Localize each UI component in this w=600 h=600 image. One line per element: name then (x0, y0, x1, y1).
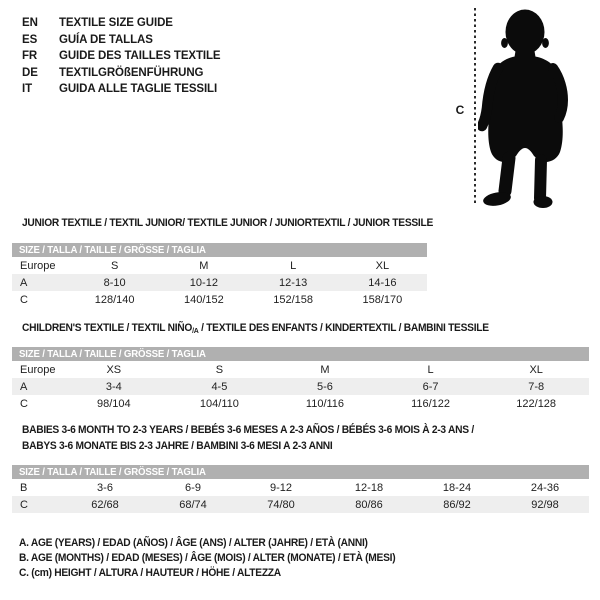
table-cell: 86/92 (443, 498, 471, 511)
table-cell: 10-12 (189, 276, 218, 289)
table-cell: 80/86 (355, 498, 383, 511)
table-cell: 68/74 (179, 498, 207, 511)
language-title: TEXTILE SIZE GUIDE (59, 17, 173, 29)
table-cell: 4-5 (211, 380, 228, 393)
language-row (22, 32, 221, 49)
size-header-bar (12, 465, 589, 479)
table-cell: 74/80 (267, 498, 295, 511)
height-dotted-line (474, 8, 476, 205)
table-cell: 3-6 (97, 481, 113, 494)
table-row (12, 378, 589, 395)
table-cell: M (320, 363, 330, 376)
babies-heading-line2: BABYS 3-6 MONATE BIS 2-3 JAHRE / BAMBINI 3-6 MESI A 2-3 ANNI (22, 440, 333, 452)
table-cell: 110/116 (305, 397, 345, 410)
babies-heading-line1: BABIES 3-6 MONTH TO 2-3 YEARS / BEBÉS 3-6 MESES A 2-3 AÑOS / BÉBÉS 3-6 MOIS À 2-3 ANS / (22, 424, 474, 436)
table-cell: 116/122 (411, 397, 451, 410)
language-title: GUIDE DES TAILLES TEXTILE (59, 50, 221, 62)
baby-silhouette-icon (478, 8, 572, 208)
table-row (12, 479, 589, 496)
language-code: IT (22, 83, 33, 95)
footnotes (19, 536, 395, 581)
size-header-label: SIZE / TALLA / TAILLE / GRÖSSE / TAGLIA (19, 466, 206, 478)
language-code: FR (22, 50, 38, 62)
table-cell: 128/140 (94, 293, 135, 306)
children-heading-post: / TEXTILE DES ENFANTS / KINDERTEXTIL / BAMBINI TESSILE (198, 322, 489, 334)
babies-section-heading (22, 423, 474, 453)
table-cell: L (427, 363, 434, 376)
table-row (12, 395, 589, 412)
children-heading-sub: /A (192, 326, 199, 335)
row-label: A (20, 276, 28, 289)
table-cell: 122/128 (516, 397, 557, 410)
table-cell: 158/170 (362, 293, 403, 306)
row-label: C (20, 397, 28, 410)
language-title: GUIDA ALLE TAGLIE TESSILI (59, 83, 218, 95)
size-header-bar (12, 347, 589, 361)
junior-size-table (12, 243, 427, 308)
table-cell: M (199, 259, 209, 272)
table-cell: 152/158 (273, 293, 313, 306)
row-label: C (20, 293, 28, 306)
footnote-age-months: B. AGE (MONTHS) / EDAD (MESES) / ÂGE (MOIS) / ALTER (MONATE) / ETÀ (MESI) (19, 552, 396, 564)
children-section-heading (22, 321, 489, 338)
babies-size-table (12, 465, 589, 513)
table-cell: 104/110 (199, 397, 239, 410)
table-cell: 14-16 (368, 276, 397, 289)
language-title: TEXTILGRÖßENFÜHRUNG (59, 66, 204, 79)
table-cell: 12-18 (354, 481, 384, 494)
table-row (12, 257, 427, 274)
table-cell: S (110, 259, 119, 272)
table-row (12, 291, 427, 308)
junior-section-heading: JUNIOR TEXTILE / TEXTIL JUNIOR/ TEXTILE JUNIOR / JUNIORTEXTIL / JUNIOR TESSILE (22, 217, 433, 229)
table-cell: 9-12 (269, 481, 293, 494)
table-cell: 24-36 (530, 481, 560, 494)
language-code: ES (22, 33, 38, 46)
language-row (22, 81, 221, 98)
table-cell: S (215, 363, 224, 376)
table-cell: 62/68 (91, 498, 119, 511)
table-cell: XL (529, 363, 543, 376)
table-cell: 8-10 (103, 276, 126, 289)
language-row (22, 65, 221, 82)
table-cell: 3-4 (105, 380, 122, 393)
children-size-table (12, 347, 589, 412)
footnote-height: C. (cm) HEIGHT / ALTURA / HAUTEUR / HÖHE / ALTEZZA (19, 567, 281, 579)
table-cell: L (290, 259, 297, 272)
row-label: B (20, 481, 28, 494)
row-label: Europe (20, 363, 56, 376)
table-cell: 6-7 (422, 380, 439, 393)
table-cell: XL (375, 259, 390, 272)
size-header-label: SIZE / TALLA / TAILLE / GRÖSSE / TAGLIA (19, 244, 206, 256)
table-cell: 98/104 (96, 397, 131, 410)
table-cell: 5-6 (317, 380, 333, 393)
table-cell: 6-9 (185, 481, 201, 494)
language-row (22, 48, 221, 65)
table-cell: 12-13 (279, 276, 308, 289)
children-heading-pre: CHILDREN'S TEXTILE / TEXTIL NIÑO (22, 322, 193, 334)
language-code: EN (22, 17, 38, 29)
language-title: GUÍA DE TALLAS (59, 33, 153, 46)
language-row (22, 15, 221, 32)
table-row (12, 496, 589, 513)
language-title-list (22, 15, 221, 98)
table-cell: 7-8 (528, 380, 545, 393)
height-measure-label: C (455, 103, 465, 117)
size-header-label: SIZE / TALLA / TAILLE / GRÖSSE / TAGLIA (19, 348, 206, 360)
table-cell: 18-24 (442, 481, 472, 494)
language-code: DE (22, 66, 38, 79)
table-row (12, 274, 427, 291)
table-row (12, 361, 589, 378)
table-cell: XS (106, 363, 122, 376)
table-cell: 92/98 (531, 498, 559, 511)
row-label: C (20, 498, 28, 511)
row-label: Europe (20, 259, 56, 272)
table-cell: 140/152 (183, 293, 224, 306)
size-header-bar (12, 243, 427, 257)
footnote-age-years: A. AGE (YEARS) / EDAD (AÑOS) / ÂGE (ANS) / ALTER (JAHRE) / ETÀ (ANNI) (19, 537, 368, 549)
row-label: A (20, 380, 28, 393)
